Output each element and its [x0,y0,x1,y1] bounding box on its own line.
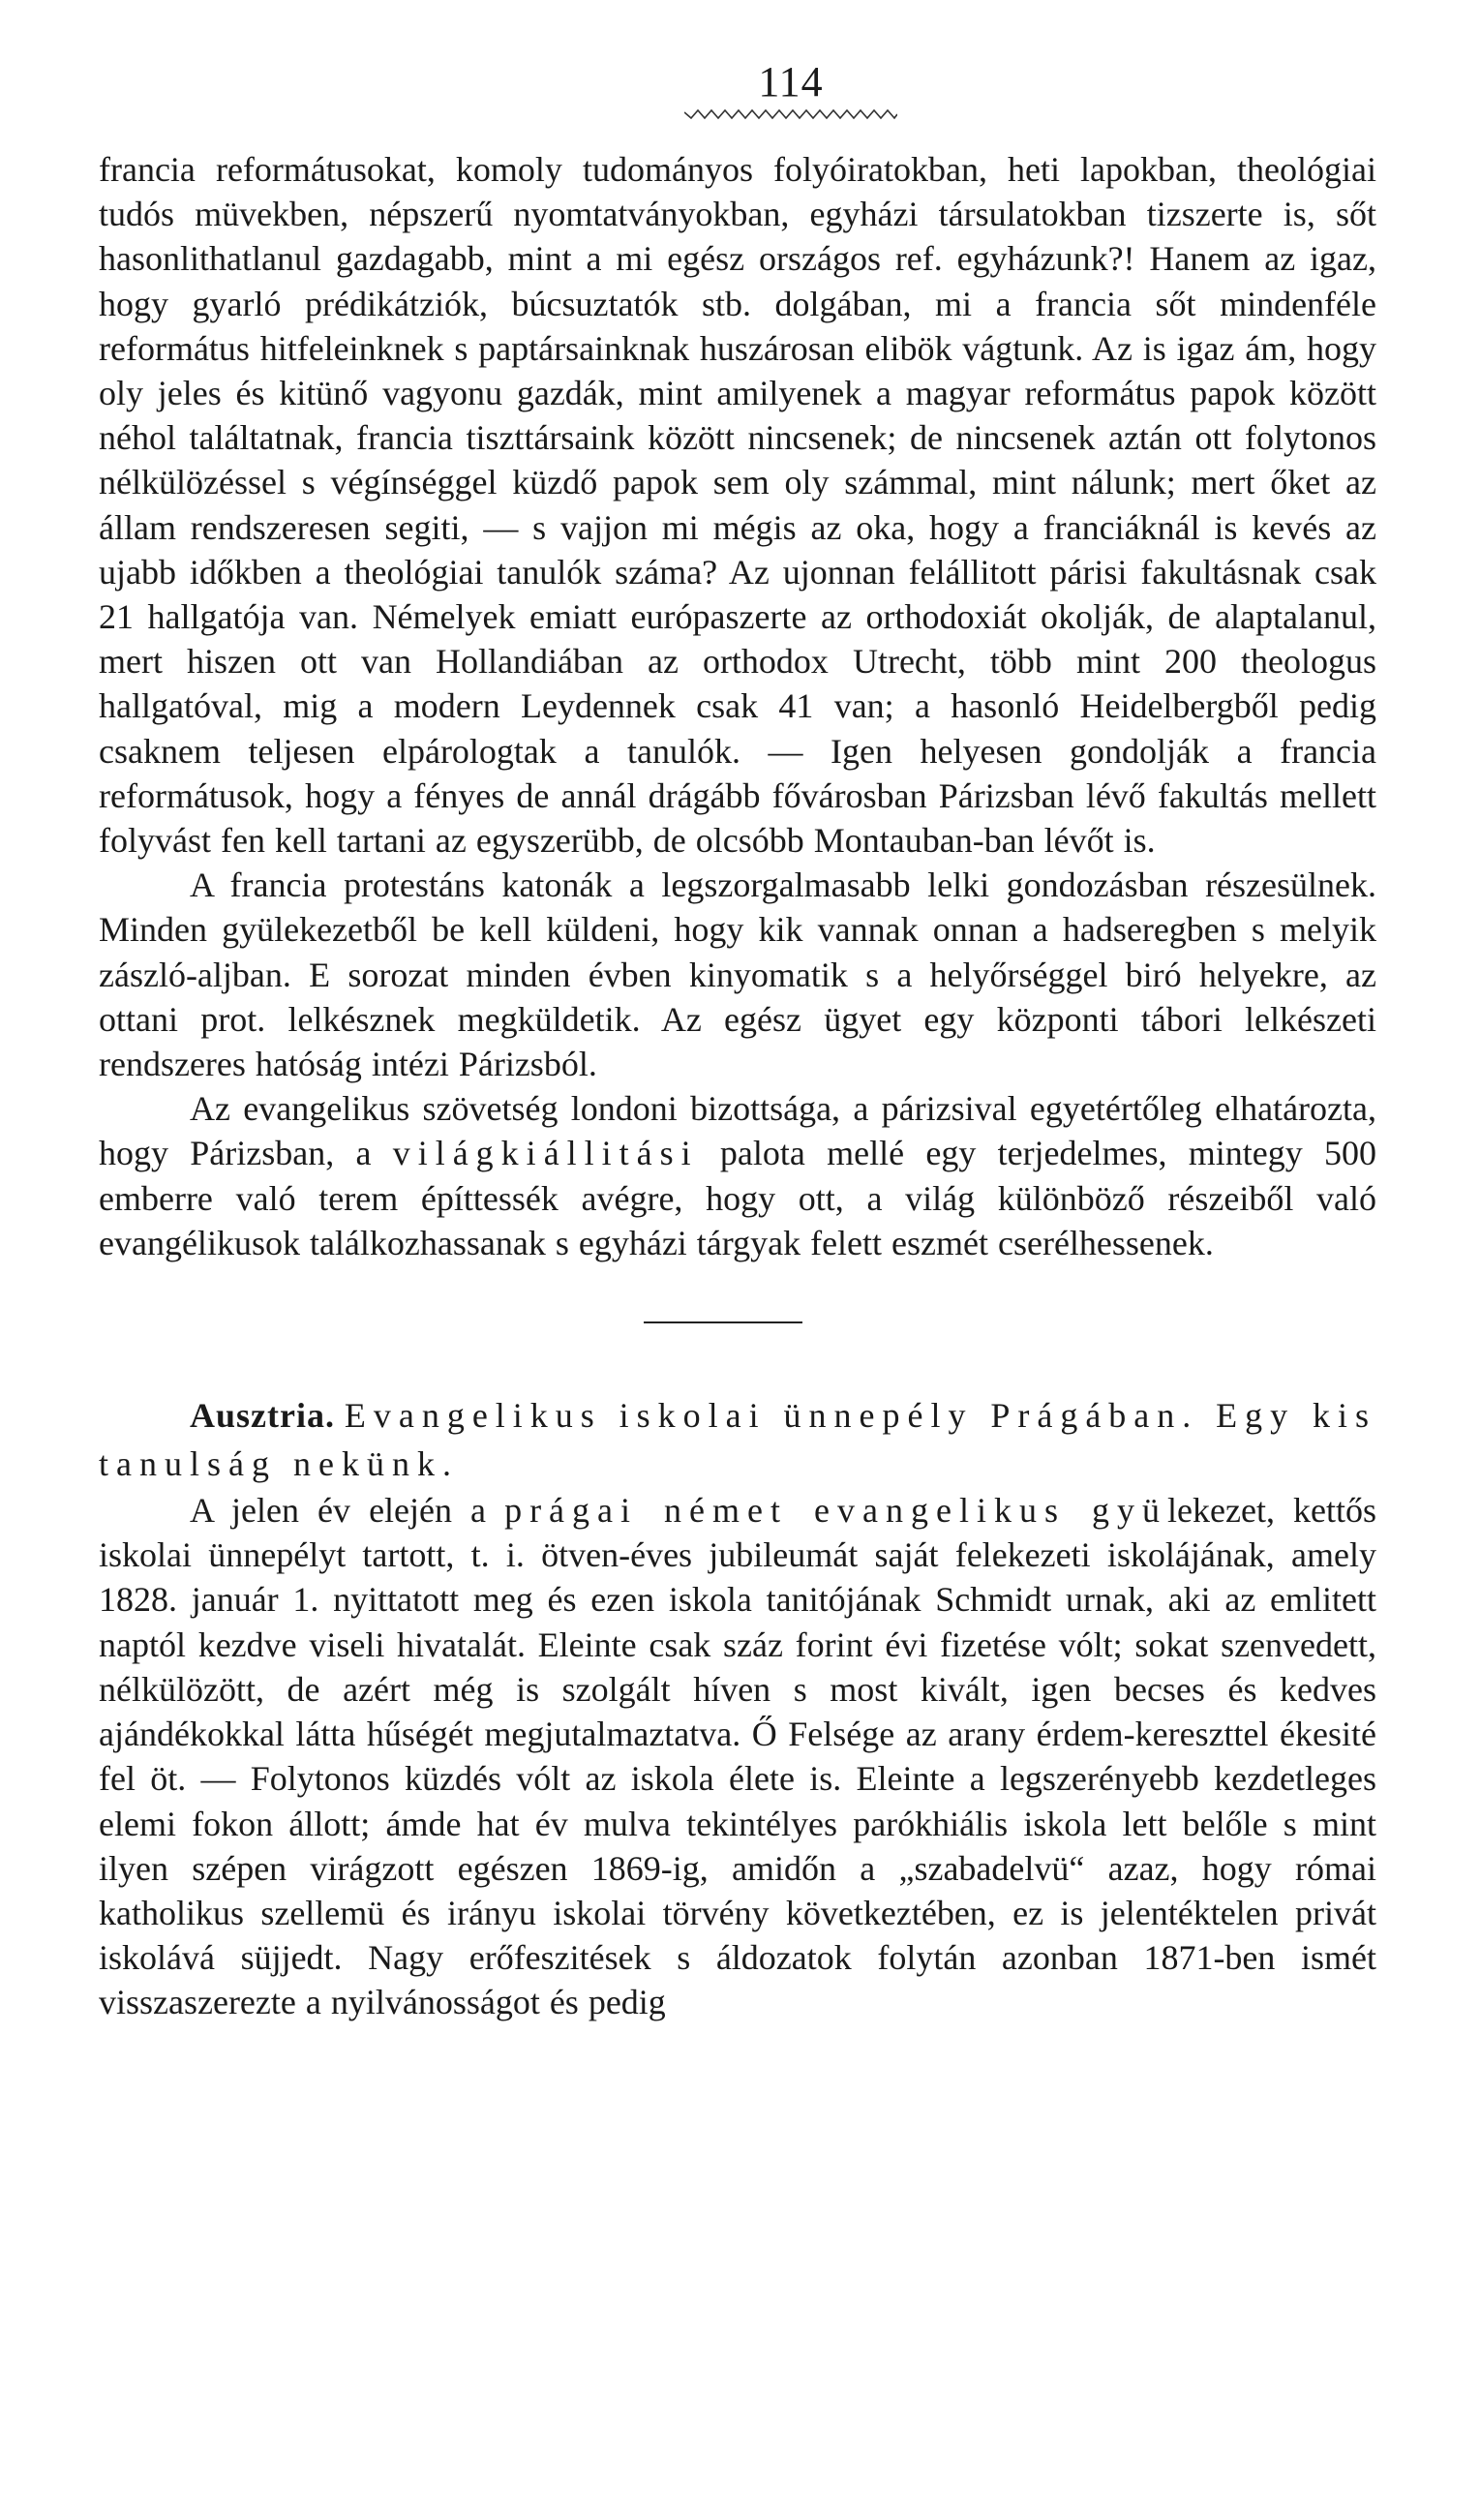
paragraph-3-end: palota mellé egy terjedelmes, mintegy 500 emberre való terem építtessék avégre, hogy ott, a világ különböző részeiből való evangélikusok találkozhassanak s egyházi tárgyak felett eszmét cserélhessenek. [99,1134,1376,1262]
paragraph-3 [99,1086,1376,1265]
heading-country: Ausztria. [190,1396,335,1436]
paragraph-2: A francia protestáns katonák a legszorgalmasabb lelki gondozásban részesülnek. Minden gyülekezetből be kell küldeni, hogy kik vannak onnan a hadseregben s melyik zászló-aljban. E sorozat minden évben kinyomatik s a helyőrséggel biró helyekre, az ottani prot. lelkésznek megküldetik. Az egész ügyet egy központi tábori lelkészeti rendszeres hatóság intézi Párizsból. [99,865,1376,1084]
page-content [99,147,1376,2025]
spaced-term-pragai: prágai német evangelikus gyü [504,1491,1168,1531]
spaced-term-vilagkiallitasi: világkiállitási [392,1134,699,1173]
paragraph-1: francia reformátusokat, komoly tudományos folyóiratokban, heti lapokban, theológiai tudós müvekben, népszerű nyomtatványokban, egyházi társulatokban tizszerte is, sőt hasonlithatlanul gazdagabb, mint a mi egész országos ref. egyházunk?! Hanem az igaz, hogy gyarló prédikátziók, búcsuztatók stb. dolgában, mi a francia sőt mindenféle református hitfeleinknek s paptársainknak huszárosan elibök vágtunk. Az is igaz ám, hogy oly jeles és kitünő vagyonu gazdák, mint amilyenek a magyar református papok között néhol találtatnak, francia tiszttársaink között nincsenek; de nincsenek aztán ott folytonos nélkülözéssel s végínséggel küzdő papok sem oly számmal, mint nálunk; mert őket az állam rendszeresen segiti, — s vajjon mi mégis az oka, hogy a franciáknál is kevés az ujabb időkben a theológiai tanulók száma? Az ujonnan felállitott párisi fakultásnak csak 21 hallgatója van. Némelyek emiatt európaszerte az orthodoxiát okolják, de alaptalanul, mert hiszen ott van Hollandiában az orthodox Utrecht, több mint 200 theologus hallgatóval, mig a modern Leydennek csak 41 van; a hasonló Heidelbergből pedig csaknem teljesen elpárologtak a tanulók. — Igen helyesen gondolják a francia reformátusok, hogy a fényes de annál drágább fővárosban Párizsban lévő fakultás mellett folyvást fen kell tartani az egyszerübb, de olcsóbb Montauban-ban lévőt is. [99,150,1376,861]
book-page [99,58,1376,2025]
paragraph-4-start: A jelen év elején a [190,1491,505,1531]
paragraph-3-start: Az evangelikus szövetség londoni bizottsága, a párizsival egyetértőleg elhatározta, hogy Párizsban, a [99,1089,1376,1173]
paragraph-4 [99,1488,1376,2024]
heading-title: Evangelikus iskolai ünnepély Prágában. Egy kis tanulság nekünk. [99,1396,1376,1484]
ornament-divider-icon [684,106,897,120]
section-separator [644,1321,802,1323]
section-heading [99,1391,1376,1488]
page-number: 114 [758,58,824,106]
paragraph-4-end: lekezet, kettős iskolai ünnepélyt tartott, t. i. ötven-éves jubileumát saját felekezeti iskolájának, amely 1828. január 1. nyittatott meg és ezen iskola tanitójának Schmidt urnak, aki az emlitett naptól kezdve viseli hivatalát. Eleinte csak száz forint évi fizetése vólt; sokat szenvedett, nélkülözött, de azért még is szolgált híven s most kivált, igen becses és kedves ajándékokkal látta hűségét megjutalmaztatva. Ő Felsége az arany érdem-kereszttel ékesité fel öt. — Folytonos küzdés vólt az iskola élete is. Eleinte a legszerényebb kezdetleges elemi fokon állott; ámde hat év mulva tekintélyes parókhiális iskola lett belőle s mint ilyen szépen virágzott egészen 1869-ig, amidőn a „szabadelvü“ azaz, hogy római katholikus szellemü és irányu iskolai törvény következtében, ez is jelentéktelen privát iskolává süjjedt. Nagy erőfeszitések s áldozatok folytán azonban 1871-ben ismét visszaszerezte a nyilvánosságot és pedig [99,1491,1376,2022]
